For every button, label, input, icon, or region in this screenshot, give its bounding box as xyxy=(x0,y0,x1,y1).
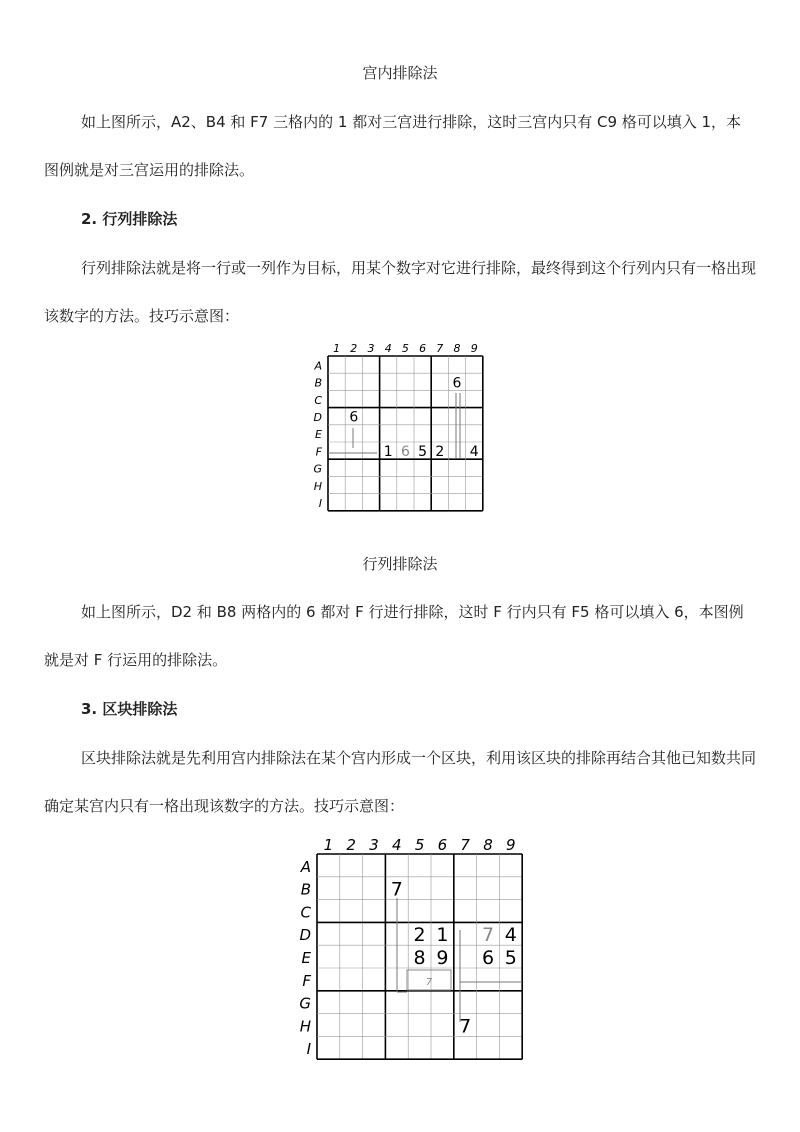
row-label: F xyxy=(315,445,322,459)
column-label: 9 xyxy=(506,836,516,854)
row-label: E xyxy=(315,428,322,442)
column-label: 9 xyxy=(470,342,478,355)
column-label: 7 xyxy=(436,342,444,355)
sudoku-cell-digit: 2 xyxy=(435,444,445,461)
column-label: 8 xyxy=(453,342,461,355)
sudoku-figure-block-elimination xyxy=(290,832,526,1064)
sudoku-cell-digit: 2 xyxy=(413,924,426,947)
column-label: 2 xyxy=(346,836,356,854)
column-label: 3 xyxy=(369,836,379,854)
sudoku-cell-digit: 5 xyxy=(418,444,428,461)
sudoku-cell-digit: 1 xyxy=(436,924,449,947)
row-label: B xyxy=(300,880,311,899)
column-label: 4 xyxy=(384,342,392,355)
sudoku-cell-digit: 7 xyxy=(390,878,403,901)
row-label: G xyxy=(313,462,322,476)
sudoku-cell-digit: 6 xyxy=(400,444,410,461)
sudoku-cell-digit: 8 xyxy=(413,946,426,969)
sudoku-cell-digit: 1 xyxy=(383,444,393,461)
row-label: F xyxy=(302,971,311,990)
column-label: 5 xyxy=(414,836,425,854)
caption-top: 宫内排除法 xyxy=(362,64,438,82)
sudoku-cell-digit: 4 xyxy=(504,924,517,947)
sudoku-cell-digit: 7 xyxy=(481,924,495,947)
column-label: 4 xyxy=(392,836,402,854)
row-label: A xyxy=(314,359,322,373)
sudoku-figure-row-elimination xyxy=(305,338,495,518)
column-label: 7 xyxy=(460,836,470,854)
row-label: H xyxy=(313,479,322,493)
row-label: D xyxy=(299,926,311,945)
row-label: H xyxy=(299,1017,311,1036)
paragraph-block: 区块排除法就是先利用宫内排除法在某个宫内形成一个区块，利用该区块的排除再结合其他已知数共同确定某宫内只有一格出现该数字的方法。技巧示意图： xyxy=(44,749,757,815)
paragraph-row-column: 行列排除法就是将一行或一列作为目标，用某个数字对它进行排除，最终得到这个行列内只有一格出现该数字的方法。技巧示意图： xyxy=(44,259,757,325)
row-label: E xyxy=(301,948,311,967)
row-label: D xyxy=(313,411,322,425)
column-label: 6 xyxy=(419,342,427,355)
column-label: 3 xyxy=(367,342,375,355)
sudoku-cell-digit: 6 xyxy=(452,375,462,392)
heading-row-column-elimination: 2. 行列排除法 xyxy=(81,210,178,228)
row-label: I xyxy=(318,497,322,511)
sudoku-cell-digit: 6 xyxy=(349,409,359,426)
sudoku-cell-digit: 4 xyxy=(469,444,479,461)
column-label: 5 xyxy=(401,342,409,355)
column-label: 1 xyxy=(323,836,334,854)
column-label: 8 xyxy=(483,836,493,854)
row-label: C xyxy=(314,393,322,407)
row-label: G xyxy=(299,994,311,1013)
heading-block-elimination: 3. 区块排除法 xyxy=(81,700,178,718)
paragraph-figure1: 如上图所示，D2 和 B8 两格内的 6 都对 F 行进行排除，这时 F 行内只有 F5 格可以填入 6，本图例就是对 F 行运用的排除法。 xyxy=(44,603,744,669)
caption-figure1: 行列排除法 xyxy=(362,555,438,573)
column-label: 2 xyxy=(350,342,358,355)
row-label: I xyxy=(306,1040,311,1059)
sudoku-cell-digit: 9 xyxy=(436,946,449,969)
paragraph-top: 如上图所示，A2、B4 和 F7 三格内的 1 都对三宫进行排除，这时三宫内只有 C9 格可以填入 1，本图例就是对三宫运用的排除法。 xyxy=(44,113,742,179)
row-label: B xyxy=(314,376,322,390)
sudoku-cell-digit: 5 xyxy=(504,946,517,969)
sudoku-cell-digit: 6 xyxy=(481,946,495,969)
sudoku-cell-digit: 7 xyxy=(459,1015,472,1038)
row-label: A xyxy=(300,857,311,876)
column-label: 6 xyxy=(437,836,448,854)
row-label: C xyxy=(300,903,311,922)
column-label: 1 xyxy=(333,342,341,355)
block-candidate-digit: 7 xyxy=(425,977,433,988)
